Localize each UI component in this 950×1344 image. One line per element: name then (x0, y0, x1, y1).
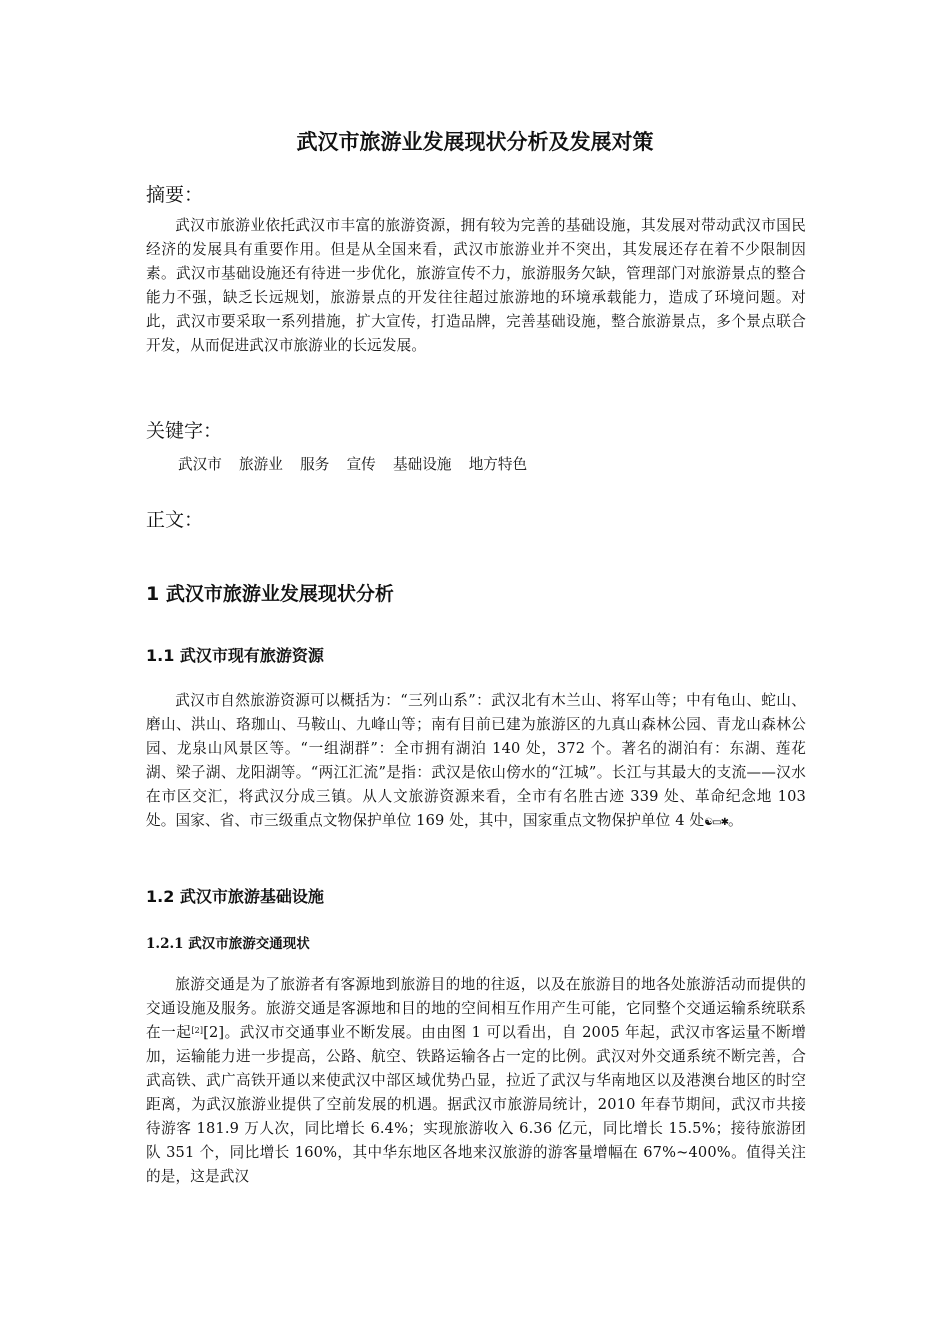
section-1-1-end: 。 (727, 812, 743, 829)
section-1-2-1-body-a: 旅游交通是为了旅游者有客源地到旅游目的地的往返，以及在旅游目的地各处旅游活动而提供的交通设施及服务。旅游交通是客源地和目的地的空间相互作用产生可能，它同整个交通运输系统联系在一起 (146, 976, 806, 1041)
keywords-heading: 关键字： (146, 420, 223, 442)
abstract-heading: 摘要： (146, 184, 204, 206)
section-1-2-heading: 1.2 武汉市旅游基础设施 (146, 887, 324, 906)
section-1-1-body: 武汉市自然旅游资源可以概括为：“三列山系”：武汉北有木兰山、将军山等；中有龟山、蛇山、磨山、洪山、珞珈山、马鞍山、九峰山等；南有目前已建为旅游区的九真山森林公园、青龙山森林公园、龙泉山风景区等。“一组湖群”：全市拥有湖泊 140 处，372 个。著名的湖泊有：东湖、莲花湖、梁子湖、龙阳湖等。“两江汇流”是指：武汉是依山傍水的“江城”。长江与其最大的支流——汉水在市区交汇，将武汉分成三镇。从人文旅游资源来看，全市有名胜古迹 339 处、革命纪念地 103 处。国家、省、市三级重点文物保护单位 169 处，其中，国家重点文物保护单位 4 处 (146, 692, 806, 829)
body-heading: 正文： (146, 509, 204, 531)
section-1-heading: 1 武汉市旅游业发展现状分析 (146, 583, 394, 605)
section-1-2-1-text (146, 973, 806, 1189)
keywords-text: 武汉市 旅游业 服务 宣传 基础设施 地方特色 (178, 456, 528, 473)
citation-superscript: [2] (191, 1026, 204, 1035)
section-1-1-heading: 1.1 武汉市现有旅游资源 (146, 646, 324, 665)
abstract-text: 武汉市旅游业依托武汉市丰富的旅游资源，拥有较为完善的基础设施，其发展对带动武汉市国民经济的发展具有重要作用。但是从全国来看，武汉市旅游业并不突出，其发展还存在着不少限制因素。武汉市基础设施还有待进一步优化，旅游宣传不力，旅游服务欠缺，管理部门对旅游景点的整合能力不强，缺乏长远规划，旅游景点的开发往往超过旅游地的环境承载能力，造成了环境问题。对此，武汉市要采取一系列措施，扩大宣传，打造品牌，完善基础设施，整合旅游景点，多个景点联合开发，从而促进武汉市旅游业的长远发展。 (146, 217, 806, 354)
section-1-1-text (146, 689, 806, 835)
section-1-2-1-body-b: [2]。武汉市交通事业不断发展。由由图 1 可以看出，自 2005 年起，武汉市客运量不断增加，运输能力进一步提高，公路、航空、铁路运输各占一定的比例。武汉对外交通系统不断完善，合武高铁、武广高铁开通以来使武汉中部区域优势凸显，拉近了武汉与华南地区以及港澳台地区的时空距离，为武汉旅游业提供了空前发展的机遇。据武汉市旅游局统计，2010 年春节期间，武汉市共接待游客 181.9 万人次，同比增长 6.4%；实现旅游收入 6.36 亿元，同比增长 15.5%；接待旅游团队 351 个，同比增长 160%，其中华东地区各地来汉旅游的游客量增幅在 67%~400%。值得关注的是，这是武汉 (146, 1024, 807, 1185)
symbol-glyphs: ☯▭✱ (704, 817, 728, 828)
section-1-2-1-heading: 1.2.1 武汉市旅游交通现状 (146, 936, 310, 952)
document-title: 武汉市旅游业发展现状分析及发展对策 (296, 130, 654, 154)
